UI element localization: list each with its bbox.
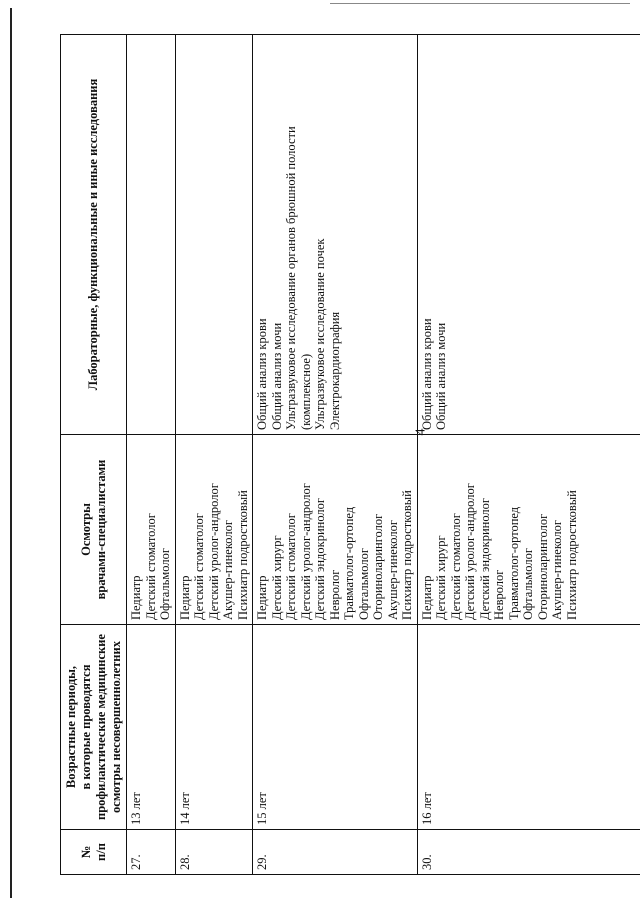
header-tests <box>61 35 127 435</box>
header-age-periods <box>61 625 127 830</box>
specialist-item: Детский эндокринолог <box>313 497 327 620</box>
row-tests <box>417 35 640 435</box>
header-line: профилактические медицинские <box>93 634 108 820</box>
test-item: Электрокардиография <box>327 311 342 430</box>
header-specialists <box>61 435 127 625</box>
table-row <box>127 35 176 875</box>
specialist-item: Психиатр подростковый <box>235 490 250 620</box>
row-tests <box>127 35 176 435</box>
specialist-item: Педиатр <box>177 575 192 620</box>
test-item: Общий анализ крови <box>419 318 434 430</box>
specialist-item: Детский стоматолог <box>284 513 298 620</box>
row-specialists <box>253 435 418 625</box>
row-number: 29. <box>253 830 418 875</box>
specialist-item: Детский уролог-андролог <box>463 483 477 620</box>
specialist-item: Невролог <box>327 569 342 620</box>
header-num <box>61 830 127 875</box>
specialist-item: Детский эндокринолог <box>477 497 492 620</box>
table-row <box>253 35 418 875</box>
specialist-item: Детский стоматолог <box>192 513 206 620</box>
test-item: Ультразвуковое исследование органов брюшной полости <box>284 126 298 430</box>
rotated-table-wrapper <box>60 35 630 875</box>
specialist-item: Офтальмолог <box>356 548 371 620</box>
row-tests <box>175 35 253 435</box>
specialist-item: Офтальмолог <box>158 548 172 620</box>
row-number: 30. <box>417 830 640 875</box>
test-item: (комплексное) <box>298 353 313 430</box>
specialist-item: Психиатр подростковый <box>400 490 414 620</box>
row-specialists <box>127 435 176 625</box>
row-number: 27. <box>127 830 176 875</box>
header-line: в которые проводятся <box>78 664 93 790</box>
row-number: 28. <box>175 830 253 875</box>
specialist-item: Травматолог-ортопед <box>506 506 521 620</box>
header-line: осмотры несовершеннолетних <box>108 641 123 813</box>
header-line: п/п <box>93 843 108 861</box>
specialist-item: Детский уролог-андролог <box>298 483 313 620</box>
row-age: 13 лет <box>127 625 176 830</box>
page-number: 4 <box>413 428 429 436</box>
specialist-item: Психиатр подростковый <box>564 490 579 620</box>
table-header-row <box>61 35 127 875</box>
row-age: 14 лет <box>175 625 253 830</box>
test-item: Ультразвуковое исследование почек <box>313 238 327 430</box>
test-item: Общий анализ крови <box>255 318 269 430</box>
specialist-item: Педиатр <box>129 575 143 620</box>
test-item: Общий анализ мочи <box>434 322 448 430</box>
table-row <box>417 35 640 875</box>
header-line: № <box>78 845 93 859</box>
row-age: 15 лет <box>253 625 418 830</box>
row-specialists <box>175 435 253 625</box>
specialist-item: Детский уролог-андролог <box>206 483 221 620</box>
specialist-item: Детский хирург <box>269 535 284 620</box>
row-specialists <box>417 435 640 625</box>
exam-schedule-table <box>60 34 640 875</box>
specialist-item: Невролог <box>492 569 506 620</box>
specialist-item: Акушер-гинеколог <box>550 520 564 620</box>
scan-left-edge <box>10 8 12 898</box>
specialist-item: Акушер-гинеколог <box>385 520 400 620</box>
specialist-item: Детский стоматолог <box>143 513 158 620</box>
scan-top-edge <box>330 3 630 4</box>
specialist-item: Детский стоматолог <box>448 513 463 620</box>
header-line: врачами-специалистами <box>93 459 108 600</box>
header-line: Лабораторные, функциональные и иные исследования <box>86 78 100 391</box>
specialist-item: Акушер-гинеколог <box>221 520 235 620</box>
header-line: Осмотры <box>78 503 93 556</box>
specialist-item: Оториноларинголог <box>371 513 385 620</box>
row-tests <box>253 35 418 435</box>
specialist-item: Травматолог-ортопед <box>342 506 356 620</box>
table-row <box>175 35 253 875</box>
specialist-item: Педиатр <box>419 575 434 620</box>
header-line: Возрастные периоды, <box>63 665 78 789</box>
specialist-item: Педиатр <box>255 575 269 620</box>
row-age: 16 лет <box>417 625 640 830</box>
specialist-item: Оториноларинголог <box>535 513 550 620</box>
test-item: Общий анализ мочи <box>269 322 284 430</box>
specialist-item: Детский хирург <box>434 535 448 620</box>
specialist-item: Офтальмолог <box>521 548 535 620</box>
